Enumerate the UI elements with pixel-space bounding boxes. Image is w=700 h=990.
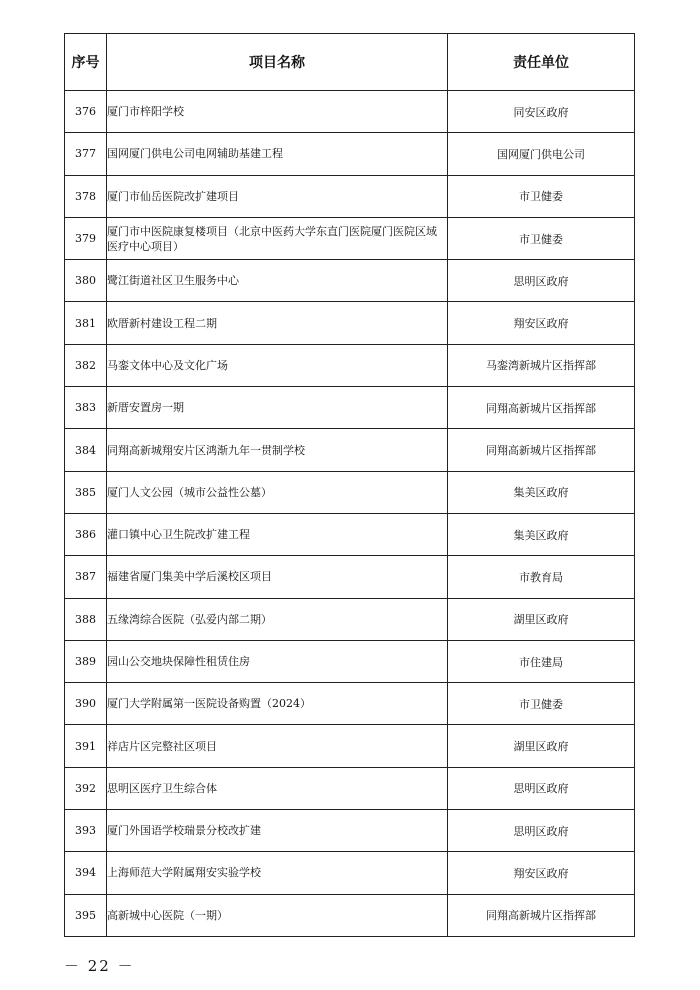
serial-number-cell: 389 (65, 640, 107, 682)
responsible-unit-cell: 同翔高新城片区指挥部 (448, 894, 635, 936)
project-name-cell: 厦门市中医院康复楼项目（北京中医药大学东直门医院厦门医院区域医疗中心项目） (107, 217, 448, 259)
table-row (65, 810, 635, 852)
project-name-cell: 马銮文体中心及文化广场 (107, 344, 448, 386)
serial-number-cell: 393 (65, 810, 107, 852)
table-row (65, 133, 635, 175)
responsible-unit-cell: 翔安区政府 (448, 302, 635, 344)
project-name-cell: 厦门大学附属第一医院设备购置（2024） (107, 683, 448, 725)
project-name-cell: 厦门外国语学校瑞景分校改扩建 (107, 810, 448, 852)
table-row (65, 513, 635, 555)
table-row (65, 302, 635, 344)
header-responsible-unit: 责任单位 (448, 34, 635, 91)
serial-number-cell: 391 (65, 725, 107, 767)
serial-number-cell: 387 (65, 556, 107, 598)
table-body (65, 91, 635, 937)
table-row (65, 852, 635, 894)
responsible-unit-cell: 市住建局 (448, 640, 635, 682)
serial-number-cell: 382 (65, 344, 107, 386)
project-name-cell: 灌口镇中心卫生院改扩建工程 (107, 513, 448, 555)
table-row (65, 91, 635, 133)
table-row (65, 894, 635, 936)
serial-number-cell: 390 (65, 683, 107, 725)
project-name-cell: 欧厝新村建设工程二期 (107, 302, 448, 344)
responsible-unit-cell: 国网厦门供电公司 (448, 133, 635, 175)
serial-number-cell: 388 (65, 598, 107, 640)
project-name-cell: 福建省厦门集美中学后溪校区项目 (107, 556, 448, 598)
responsible-unit-cell: 同翔高新城片区指挥部 (448, 429, 635, 471)
project-name-cell: 祥店片区完整社区项目 (107, 725, 448, 767)
serial-number-cell: 377 (65, 133, 107, 175)
table-row (65, 767, 635, 809)
serial-number-cell: 383 (65, 387, 107, 429)
serial-number-cell: 380 (65, 260, 107, 302)
project-name-cell: 上海师范大学附属翔安实验学校 (107, 852, 448, 894)
serial-number-cell: 378 (65, 175, 107, 217)
responsible-unit-cell: 思明区政府 (448, 810, 635, 852)
serial-number-cell: 381 (65, 302, 107, 344)
table-row (65, 217, 635, 259)
project-name-cell: 厦门市仙岳医院改扩建项目 (107, 175, 448, 217)
table-row (65, 556, 635, 598)
responsible-unit-cell: 市教育局 (448, 556, 635, 598)
table-row (65, 175, 635, 217)
project-name-cell: 新厝安置房一期 (107, 387, 448, 429)
responsible-unit-cell: 思明区政府 (448, 260, 635, 302)
table-row (65, 640, 635, 682)
serial-number-cell: 394 (65, 852, 107, 894)
responsible-unit-cell: 思明区政府 (448, 767, 635, 809)
project-name-cell: 鹭江街道社区卫生服务中心 (107, 260, 448, 302)
project-name-cell: 国网厦门供电公司电网辅助基建工程 (107, 133, 448, 175)
serial-number-cell: 379 (65, 217, 107, 259)
responsible-unit-cell: 翔安区政府 (448, 852, 635, 894)
responsible-unit-cell: 市卫健委 (448, 217, 635, 259)
project-name-cell: 同翔高新城翔安片区鸿渐九年一贯制学校 (107, 429, 448, 471)
serial-number-cell: 384 (65, 429, 107, 471)
table-row (65, 683, 635, 725)
serial-number-cell: 392 (65, 767, 107, 809)
table-header (65, 34, 635, 91)
table-row (65, 260, 635, 302)
responsible-unit-cell: 市卫健委 (448, 683, 635, 725)
responsible-unit-cell: 同安区政府 (448, 91, 635, 133)
table-row (65, 344, 635, 386)
project-name-cell: 厦门市梓阳学校 (107, 91, 448, 133)
project-name-cell: 高新城中心医院（一期） (107, 894, 448, 936)
responsible-unit-cell: 集美区政府 (448, 471, 635, 513)
serial-number-cell: 395 (65, 894, 107, 936)
table-row (65, 429, 635, 471)
serial-number-cell: 386 (65, 513, 107, 555)
responsible-unit-cell: 马銮湾新城片区指挥部 (448, 344, 635, 386)
table-row (65, 387, 635, 429)
table-row (65, 471, 635, 513)
project-table (64, 33, 635, 937)
project-name-cell: 五缘湾综合医院（弘爱内部二期） (107, 598, 448, 640)
project-name-cell: 思明区医疗卫生综合体 (107, 767, 448, 809)
serial-number-cell: 376 (65, 91, 107, 133)
header-serial-number: 序号 (65, 34, 107, 91)
header-project-name: 项目名称 (107, 34, 448, 91)
table-row (65, 725, 635, 767)
responsible-unit-cell: 市卫健委 (448, 175, 635, 217)
responsible-unit-cell: 同翔高新城片区指挥部 (448, 387, 635, 429)
responsible-unit-cell: 湖里区政府 (448, 598, 635, 640)
page-number: － 22 － (64, 957, 135, 975)
serial-number-cell: 385 (65, 471, 107, 513)
responsible-unit-cell: 湖里区政府 (448, 725, 635, 767)
project-name-cell: 园山公交地块保障性租赁住房 (107, 640, 448, 682)
table-row (65, 598, 635, 640)
project-name-cell: 厦门人文公园（城市公益性公墓） (107, 471, 448, 513)
responsible-unit-cell: 集美区政府 (448, 513, 635, 555)
